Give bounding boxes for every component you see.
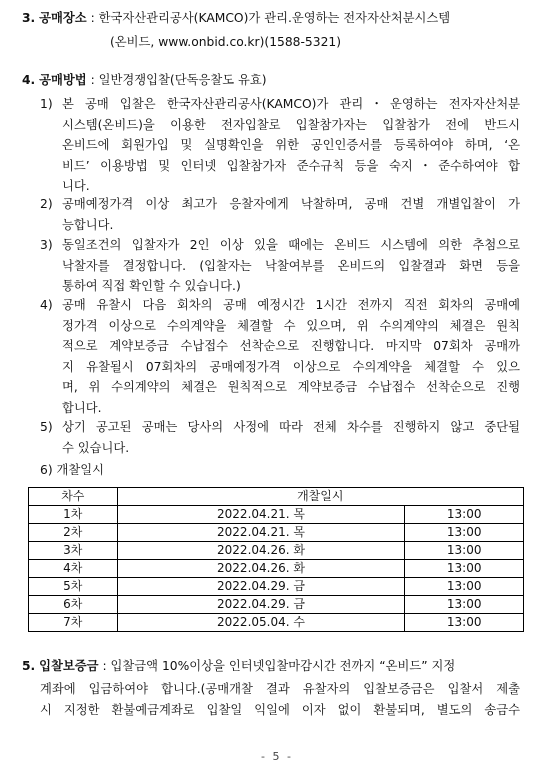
table-header-row (29, 488, 524, 506)
section-5-heading (22, 658, 455, 674)
item-3-line: 낙찰자를 결정합니다. (입찰자는 낙찰여부를 온비드의 입찰결과 화면 등을 (62, 258, 520, 273)
section-4-separator: : (86, 73, 99, 87)
item-1-line: 시스템(온비드)을 이용한 전자입찰로 입찰참가자는 입찰참가 전에 반드시 (62, 117, 520, 132)
section-3-heading (22, 10, 450, 26)
item-6-number: 6) (40, 463, 53, 477)
table-row (29, 614, 524, 632)
time-cell: 13:00 (405, 524, 524, 542)
round-cell: 1차 (29, 506, 118, 524)
round-cell: 6차 (29, 596, 118, 614)
section-3-title: 공매장소 (39, 11, 87, 25)
item-1-line: 온비드에 회원가입 및 실명확인을 위한 공인인증서를 등록하여야 하며, ‘온 (62, 138, 520, 152)
item-3-line: 동일조건의 입찰자가 2인 이상 있을 때에는 온비드 시스템에 의한 추첨으로 (62, 238, 520, 252)
time-cell: 13:00 (405, 506, 524, 524)
section-3-separator: : (86, 11, 99, 25)
round-cell: 2차 (29, 524, 118, 542)
header-opening-datetime: 개찰일시 (117, 488, 523, 506)
section-3-line2: (온비드, www.onbid.co.kr)(1588-5321) (110, 35, 342, 49)
round-cell: 7차 (29, 614, 118, 632)
date-cell: 2022.04.29. 금 (117, 596, 405, 614)
date-cell: 2022.05.04. 수 (117, 614, 405, 632)
table-row (29, 524, 524, 542)
item-4-line: 지 유찰될시 07회차의 공매예정가격 이상으로 수의계약을 체결할 수 있으 (62, 359, 520, 374)
item-5-line: 상기 공고된 공매는 당사의 사정에 따라 전체 차수를 진행하지 않고 중단될 (62, 420, 520, 434)
date-cell: 2022.04.26. 화 (117, 560, 405, 578)
item-4-line: 합니다. (62, 400, 102, 415)
item-2-number: 2) (40, 197, 53, 211)
section-5-line2: 계좌에 입금하여야 합니다.(공매개찰 결과 유찰자의 입찰보증금은 입찰서 제출 (40, 682, 520, 696)
item-4-line: 적으로 계약보증금 수납접수 선착순으로 진행합니다. 마지막 07회차 공매까 (62, 339, 520, 353)
item-3-line: 통하여 직접 확인할 수 있습니다.) (62, 279, 241, 293)
time-cell: 13:00 (405, 560, 524, 578)
item-5-number: 5) (40, 420, 53, 434)
header-round: 차수 (29, 488, 118, 506)
date-cell: 2022.04.29. 금 (117, 578, 405, 596)
item-1-line: 비드’ 이용방법 및 인터넷 입찰참가자 준수규칙 등을 숙지・준수하여야 합 (62, 158, 520, 173)
section-5-number: 5. (22, 659, 36, 673)
section-3-line1: 한국자산관리공사(KAMCO)가 관리.운영하는 전자자산처분시스템 (98, 11, 451, 25)
round-cell: 5차 (29, 578, 118, 596)
section-5-separator: : (98, 659, 111, 673)
item-4-number: 4) (40, 298, 53, 312)
time-cell: 13:00 (405, 614, 524, 632)
item-6-label: 개찰일시 (56, 463, 105, 477)
section-4-heading (22, 72, 267, 88)
table-row (29, 506, 524, 524)
item-5-line: 수 있습니다. (62, 440, 130, 455)
item-1-number: 1) (40, 97, 53, 111)
section-4-title: 공매방법 (39, 73, 87, 87)
item-4-line: 정가격 이상으로 수의계약을 체결할 수 있으며, 위 수의계약의 체결은 원칙 (62, 318, 520, 333)
table-row (29, 596, 524, 614)
item-1-line: 니다. (62, 179, 90, 193)
round-cell: 4차 (29, 560, 118, 578)
section-4-number: 4. (22, 73, 36, 87)
section-4-headline: 일반경쟁입찰(단독응찰도 유효) (98, 73, 267, 87)
section-5-line1: 입찰금액 10%이상을 인터넷입찰마감시간 전까지 “온비드” 지정 (110, 659, 456, 673)
table-row (29, 578, 524, 596)
section-5-title: 입찰보증금 (39, 659, 99, 673)
time-cell: 13:00 (405, 596, 524, 614)
date-cell: 2022.04.21. 목 (117, 506, 405, 524)
item-2-line: 공매예정가격 이상 최고가 응찰자에게 낙찰하며, 공매 건별 개별입찰이 가 (62, 197, 520, 211)
date-cell: 2022.04.21. 목 (117, 524, 405, 542)
round-cell: 3차 (29, 542, 118, 560)
item-1-line: 본 공매 입찰은 한국자산관리공사(KAMCO)가 관리・운영하는 전자자산처분 (62, 97, 520, 111)
table-row (29, 560, 524, 578)
time-cell: 13:00 (405, 578, 524, 596)
schedule-body (29, 506, 524, 632)
date-cell: 2022.04.26. 화 (117, 542, 405, 560)
page-number: - 5 - (261, 750, 293, 763)
time-cell: 13:00 (405, 542, 524, 560)
section-5-line3: 시 지정한 환불예금계좌로 입찰일 익일에 이자 없이 환불되며, 별도의 송금수 (40, 703, 520, 717)
section-4-item-6 (40, 462, 104, 478)
item-2-line: 능합니다. (62, 217, 114, 232)
item-3-number: 3) (40, 238, 53, 252)
section-3-number: 3. (22, 11, 36, 25)
opening-schedule-table (28, 487, 524, 632)
table-row (29, 542, 524, 560)
item-4-line: 며, 위 수의계약의 체결은 원칙적으로 계약보증금 수납접수 선착순으로 진행 (62, 380, 520, 394)
item-4-line: 공매 유찰시 다음 회차의 공매 예정시간 1시간 전까지 직전 회차의 공매예 (62, 298, 520, 312)
